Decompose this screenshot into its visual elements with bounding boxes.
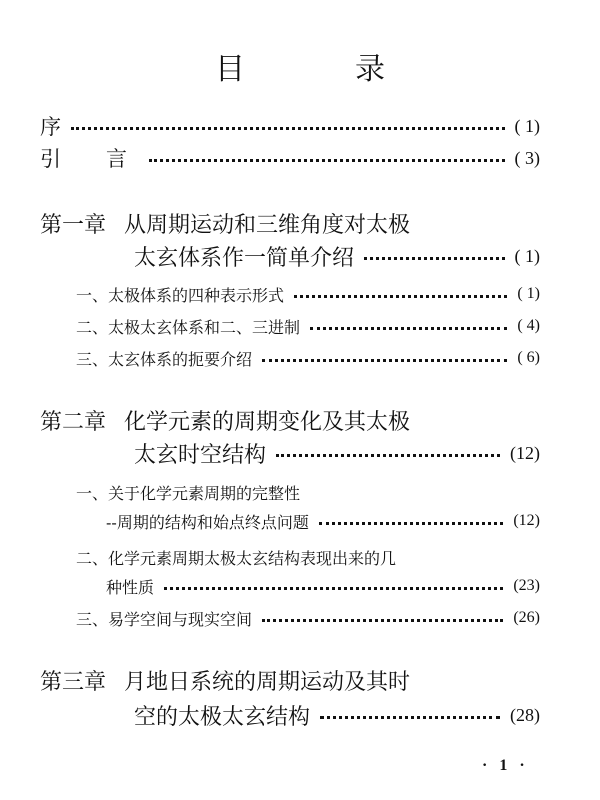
toc-section[interactable] — [106, 573, 540, 599]
page-number: · 1 · — [482, 757, 529, 774]
toc-section[interactable] — [106, 508, 540, 534]
toc-section-label: 三、太玄体系的扼要介绍 — [76, 349, 253, 369]
toc-section[interactable] — [76, 345, 540, 371]
toc-entry-label: 引 言 — [40, 147, 139, 171]
chapter-2-title-line2[interactable] — [134, 440, 540, 466]
dot-leader — [276, 454, 500, 457]
chapter-title-line2: 空的太极太玄结构 — [134, 704, 311, 730]
toc-section[interactable] — [76, 281, 540, 307]
toc-section[interactable] — [76, 313, 540, 339]
toc-entry-page: (12) — [513, 512, 540, 529]
toc-entry-page: ( 1) — [514, 245, 540, 266]
chapter-number: 第一章 — [40, 213, 107, 238]
dot-leader — [262, 619, 503, 622]
toc-entry-page: (12) — [510, 442, 540, 463]
toc-section[interactable] — [76, 605, 540, 631]
dot-leader — [164, 587, 503, 590]
toc-entry-introduction[interactable] — [40, 145, 540, 171]
toc-entry-page: (26) — [513, 609, 540, 626]
toc-section-label: 二、太极太玄体系和二、三进制 — [76, 317, 301, 337]
toc-section-label: 一、太极体系的四种表示形式 — [76, 285, 285, 305]
toc-entry-page: (28) — [510, 704, 540, 725]
chapter-number: 第三章 — [40, 670, 107, 695]
toc-section-sublabel: --周期的结构和始点终点问题 — [106, 512, 309, 532]
page-title: 目 录 — [215, 52, 425, 87]
toc-entry-preface[interactable] — [40, 113, 540, 139]
chapter-title-line2: 太玄体系作一简单介绍 — [134, 245, 355, 271]
chapter-title-line1: 月地日系统的周期运动及其时 — [124, 670, 411, 695]
toc-entry-page: ( 1) — [517, 285, 540, 302]
toc-entry-page: ( 1) — [514, 115, 540, 136]
toc-entry-page: ( 6) — [517, 349, 540, 366]
chapter-2-heading[interactable] — [40, 405, 410, 436]
dot-leader — [319, 522, 504, 525]
toc-entry-label: 序 — [40, 115, 61, 139]
toc-section-label[interactable]: 二、化学元素周期太极太玄结构表现出来的几 — [76, 549, 397, 568]
toc-entry-page: ( 3) — [514, 147, 540, 168]
chapter-title-line2: 太玄时空结构 — [134, 442, 267, 468]
toc-section-label: 三、易学空间与现实空间 — [76, 609, 253, 629]
chapter-1-title-line2[interactable] — [134, 243, 540, 269]
chapter-number: 第二章 — [40, 410, 107, 435]
toc-entry-page: (23) — [513, 577, 540, 594]
chapter-3-title-line2[interactable] — [134, 702, 540, 728]
dot-leader — [294, 295, 507, 298]
chapter-1-heading[interactable] — [40, 208, 410, 239]
dot-leader — [71, 127, 505, 130]
dot-leader — [149, 159, 505, 162]
toc-entry-page: ( 4) — [517, 317, 540, 334]
chapter-title-line1: 从周期运动和三维角度对太极 — [124, 213, 411, 238]
dot-leader — [310, 327, 507, 330]
dot-leader — [364, 257, 504, 260]
chapter-3-heading[interactable] — [40, 665, 410, 696]
dot-leader — [320, 716, 500, 719]
toc-section-sublabel: 种性质 — [106, 577, 155, 597]
toc-section-label[interactable]: 一、关于化学元素周期的完整性 — [76, 484, 301, 503]
dot-leader — [262, 359, 507, 362]
chapter-title-line1: 化学元素的周期变化及其太极 — [124, 410, 411, 435]
